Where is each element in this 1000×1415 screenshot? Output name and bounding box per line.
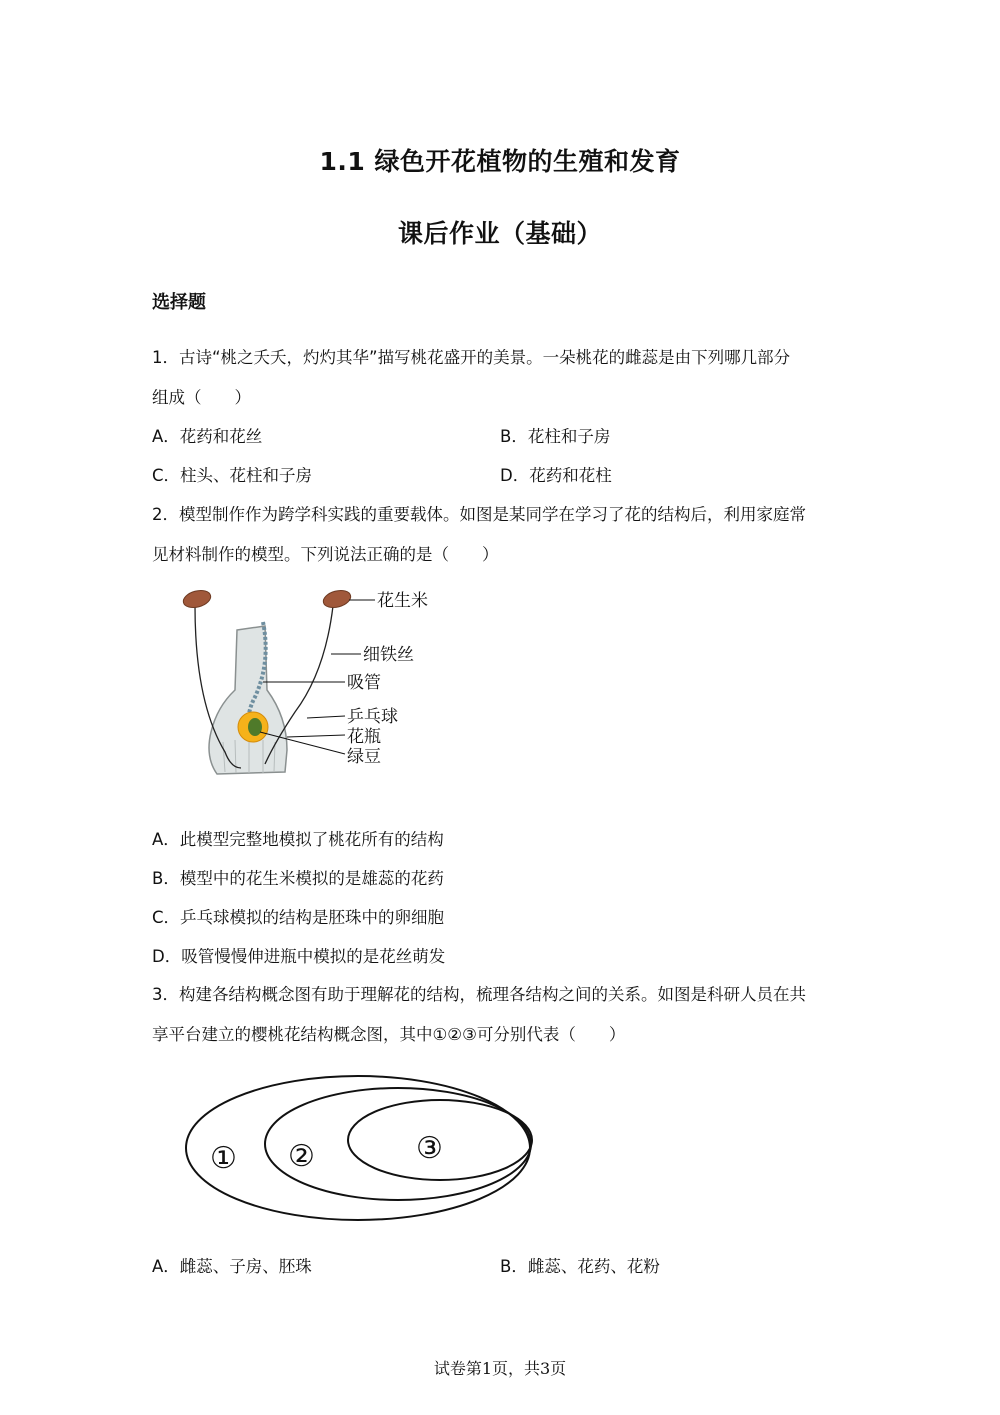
q2-option-d: D．吸管慢慢伸进瓶中模拟的是花丝萌发	[152, 947, 446, 966]
q1-option-d: D．花药和花柱	[500, 466, 612, 485]
section-heading: 选择题	[152, 292, 206, 313]
q1-stem-line2: 组成（ ）	[152, 388, 251, 407]
q3-stem-line1: 3．构建各结构概念图有助于理解花的结构，梳理各结构之间的关系。如图是科研人员在共	[152, 985, 806, 1004]
label-vase: 花瓶	[347, 727, 381, 747]
label-mungbean: 绿豆	[347, 747, 381, 767]
label-n1: ①	[210, 1141, 237, 1176]
q2-stem-line2: 见材料制作的模型。下列说法正确的是（ ）	[152, 545, 499, 564]
q3-stem-line2: 享平台建立的樱桃花结构概念图，其中①②③可分别代表（ ）	[152, 1025, 626, 1044]
page-footer: 试卷第1页，共3页	[433, 1359, 567, 1378]
page-subtitle: 课后作业（基础）	[397, 219, 602, 248]
vase-shape	[209, 626, 287, 774]
label-wire: 细铁丝	[363, 645, 414, 665]
q1-option-b: B．花柱和子房	[500, 427, 611, 446]
label-n2: ②	[288, 1139, 315, 1174]
peanut-left	[181, 588, 212, 611]
q2-option-a: A．此模型完整地模拟了桃花所有的结构	[152, 830, 444, 849]
q1-stem-line1: 1．古诗“桃之夭夭，灼灼其华”描写桃花盛开的美景。一朵桃花的雌蕊是由下列哪几部分	[152, 348, 791, 367]
concept-diagram	[180, 1070, 540, 1230]
q1-option-c: C．柱头、花柱和子房	[152, 466, 313, 485]
peanut-right	[321, 588, 352, 611]
q2-stem-line1: 2．模型制作作为跨学科实践的重要载体。如图是某同学在学习了花的结构后，利用家庭常	[152, 505, 806, 524]
q2-option-c: C．乒乓球模拟的结构是胚珠中的卵细胞	[152, 908, 445, 927]
q1-option-a: A．花药和花丝	[152, 427, 263, 446]
label-pingpong: 乒乓球	[347, 707, 398, 727]
q3-option-b: B．雌蕊、花药、花粉	[500, 1257, 660, 1276]
label-n3: ③	[416, 1131, 443, 1166]
label-straw: 吸管	[347, 673, 381, 693]
q2-option-b: B．模型中的花生米模拟的是雄蕊的花药	[152, 869, 444, 888]
q3-option-a: A．雌蕊、子房、胚珠	[152, 1257, 312, 1276]
flower-model-figure	[175, 582, 445, 782]
page-title: 1.1 绿色开花植物的生殖和发育	[319, 147, 681, 176]
label-peanut: 花生米	[377, 591, 428, 611]
mung-bean	[248, 718, 262, 736]
